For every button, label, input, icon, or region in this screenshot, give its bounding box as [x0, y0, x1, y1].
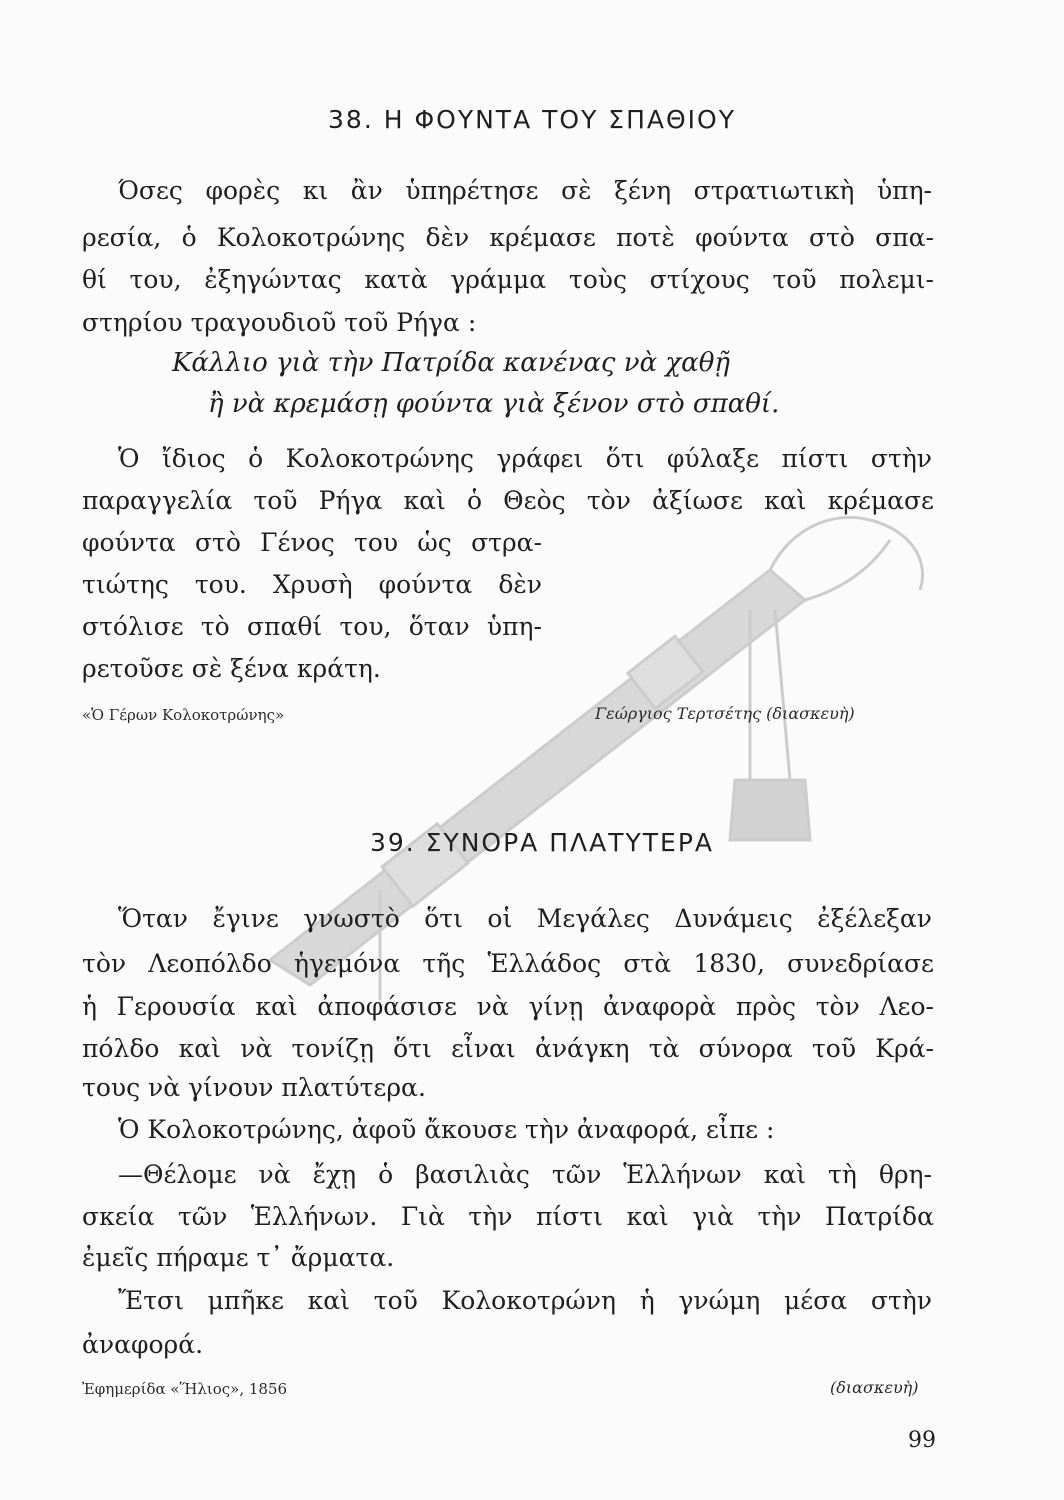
- paragraph-line: τους νὰ γίνουν πλατύτερα.: [82, 1073, 426, 1102]
- section-title-38: 38. Η ΦΟΥΝΤΑ ΤΟΥ ΣΠΑΘΙΟΥ: [328, 105, 736, 134]
- paragraph-line: τὸν Λεοπόλδο ἡγεμόνα τῆς Ἑλλάδος στὰ 1830, συνεδρίασε: [82, 949, 934, 978]
- paragraph-line: θί του, ἐξηγώντας κατὰ γράμμα τοὺς στίχους τοῦ πολεμι-: [82, 265, 934, 294]
- paragraph-line: στόλισε τὸ σπαθί του, ὅταν ὑπη-: [82, 612, 542, 641]
- paragraph-line: Ἔτσι μπῆκε καὶ τοῦ Κολοκοτρώνη ἡ γνώμη μέσα στὴν: [118, 1286, 932, 1315]
- paragraph-line: Ὅταν ἔγινε γνωστὸ ὅτι οἱ Μεγάλες Δυνάμεις ἐξέλεξαν: [118, 904, 932, 933]
- paragraph-line: Όσες φορὲς κι ἂν ὑπηρέτησε σὲ ξένη στρατιωτικὴ ὑπη-: [118, 176, 932, 205]
- paragraph-line: —Θέλομε νὰ ἔχῃ ὁ βασιλιὰς τῶν Ἑλλήνων καὶ τὴ θρη-: [118, 1160, 932, 1189]
- poem-line: Κάλλιο γιὰ τὴν Πατρίδα κανένας νὰ χαθῇ: [172, 348, 730, 378]
- paragraph-line: Ὁ Κολοκοτρώνης, ἀφοῦ ἄκουσε τὴν ἀναφορά, εἶπε :: [118, 1115, 775, 1144]
- paragraph-line: παραγγελία τοῦ Ρήγα καὶ ὁ Θεὸς τὸν ἀξίωσε καὶ κρέμασε: [82, 486, 934, 515]
- source-citation: Ἐφημερίδα «Ἥλιος», 1856: [82, 1380, 288, 1398]
- paragraph-line: ἀναφορά.: [82, 1330, 204, 1359]
- section-title-39: 39. ΣΥΝΟΡΑ ΠΛΑΤΥΤΕΡΑ: [369, 828, 715, 857]
- author-credit: Γεώργιος Τερτσέτης (διασκευὴ): [595, 704, 855, 723]
- source-citation: «Ὁ Γέρων Κολοκοτρώνης»: [82, 706, 285, 724]
- author-credit: (διασκευὴ): [830, 1378, 919, 1397]
- poem-line: ἢ νὰ κρεμάσῃ φούντα γιὰ ξένον στὸ σπαθί.: [208, 389, 780, 419]
- paragraph-line: σκεία τῶν Ἑλλήνων. Γιὰ τὴν πίστι καὶ γιὰ τὴν Πατρίδα: [82, 1202, 934, 1231]
- paragraph-line: φούντα στὸ Γένος του ὡς στρα-: [82, 528, 542, 557]
- paragraph-line: τιώτης του. Χρυσὴ φούντα δὲν: [82, 570, 542, 599]
- paragraph-line: στηρίου τραγουδιοῦ τοῦ Ρήγα :: [82, 308, 477, 337]
- page-number: 99: [908, 1428, 936, 1453]
- paragraph-line: ἡ Γερουσία καὶ ἀποφάσισε νὰ γίνῃ ἀναφορὰ πρὸς τὸν Λεο-: [82, 992, 934, 1021]
- paragraph-line: ἐμεῖς πήραμε τ᾿ ἄρματα.: [82, 1243, 395, 1272]
- paragraph-line: ρεσία, ὁ Κολοκοτρώνης δὲν κρέμασε ποτὲ φούντα στὸ σπα-: [82, 223, 934, 252]
- paragraph-line: πόλδο καὶ νὰ τονίζῃ ὅτι εἶναι ἀνάγκη τὰ σύνορα τοῦ Κρά-: [82, 1034, 934, 1063]
- paragraph-line: ρετοῦσε σὲ ξένα κράτη.: [82, 654, 381, 683]
- paragraph-line: Ὁ ἴδιος ὁ Κολοκοτρώνης γράφει ὅτι φύλαξε πίστι στὴν: [118, 444, 932, 473]
